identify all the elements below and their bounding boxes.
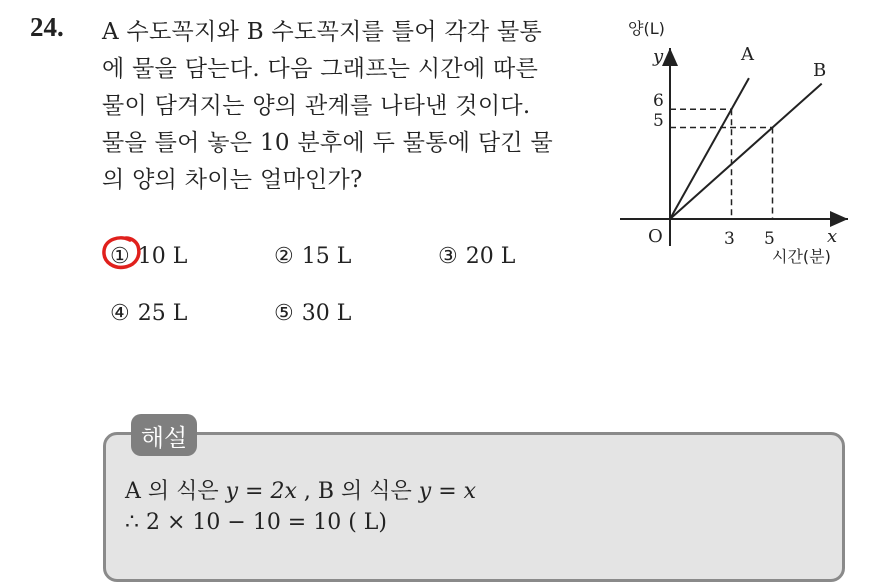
choice-mark: ④	[110, 301, 130, 326]
solution-box	[103, 432, 845, 582]
y-tick-5: 5	[653, 111, 664, 131]
solution-b-equation: y = x	[418, 479, 477, 504]
choice-5[interactable]	[274, 301, 351, 326]
question-number: 24.	[30, 12, 64, 42]
series-line-a	[670, 78, 749, 219]
question-line: 물이 담겨지는 양의 관계를 나타낸 것이다.	[102, 93, 531, 119]
choice-label: 10 L	[137, 244, 188, 269]
choice-2[interactable]	[274, 244, 351, 269]
choice-label: 20 L	[465, 244, 516, 269]
selected-answer-circle	[100, 234, 144, 272]
solution-tab: 해설	[131, 414, 197, 456]
solution-a-text: A 의 식은	[125, 479, 226, 504]
question-line: 의 양의 차이는 얼마인가?	[102, 167, 363, 193]
choice-label: 25 L	[137, 301, 188, 326]
choice-3[interactable]	[438, 244, 515, 269]
choice-label: 30 L	[301, 301, 352, 326]
solution-line-2: ∴ 2 × 10 − 10 = 10 ( L)	[125, 510, 387, 535]
y-axis-title: 양(L)	[628, 19, 665, 38]
choice-4[interactable]	[110, 301, 187, 326]
y-tick-6: 6	[653, 91, 664, 111]
choice-label: 15 L	[301, 244, 352, 269]
choice-mark: ③	[438, 244, 458, 269]
x-axis-title: 시간(분)	[772, 247, 831, 266]
question-line: 물을 틀어 놓은 10 분후에 두 물통에 담긴 물	[102, 130, 554, 156]
solution-b-text: B 의 식은	[317, 479, 419, 504]
origin-label: O	[648, 226, 663, 247]
x-tick-5: 5	[764, 229, 775, 249]
choice-mark: ⑤	[274, 301, 294, 326]
question-line: 에 물을 담는다. 다음 그래프는 시간에 따른	[102, 56, 539, 82]
solution-a-equation: y = 2x	[225, 479, 297, 504]
x-axis-var: x	[827, 226, 838, 247]
series-label-a: A	[741, 44, 754, 65]
x-tick-3: 3	[724, 229, 735, 249]
solution-separator: ,	[296, 479, 318, 504]
series-label-b: B	[813, 60, 827, 81]
question-line: A 수도꼭지와 B 수도꼭지를 틀어 각각 물통	[102, 19, 543, 45]
choice-mark: ①	[110, 244, 130, 269]
y-axis-var: y	[653, 46, 664, 67]
graph	[620, 14, 852, 274]
solution-line-1	[125, 474, 476, 505]
choice-mark: ②	[274, 244, 294, 269]
series-line-b	[670, 84, 822, 219]
question-text	[102, 14, 602, 199]
